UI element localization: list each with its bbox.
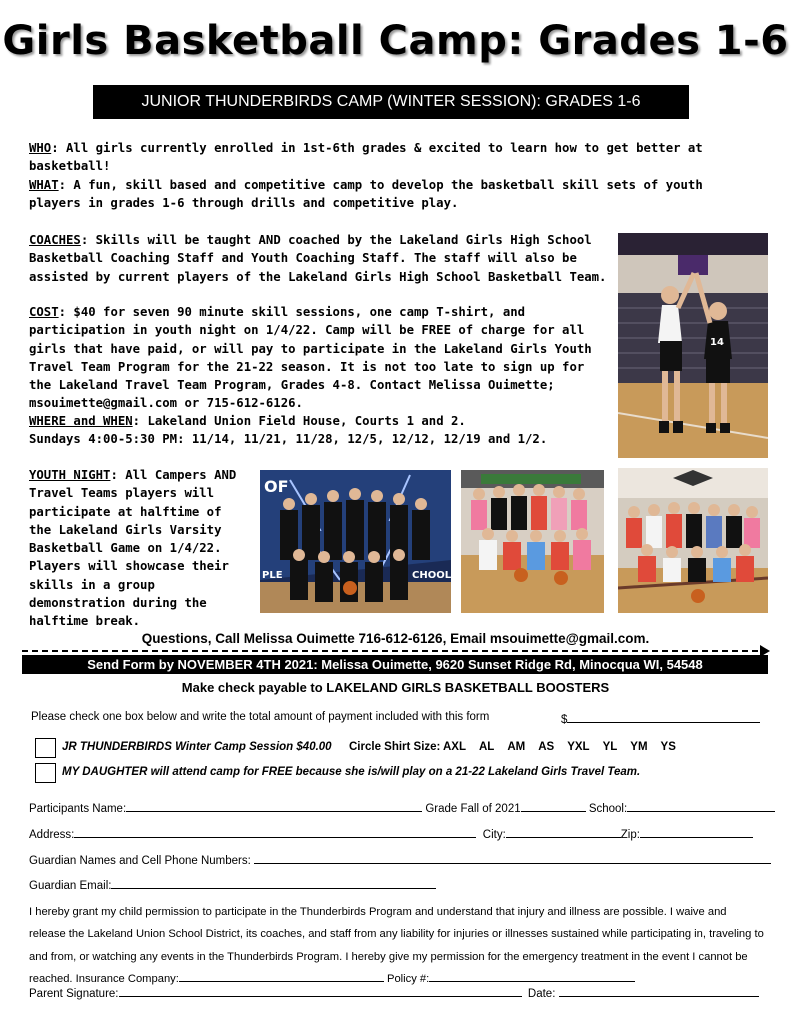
- address-label: Address:: [29, 829, 75, 841]
- insurance-company-field[interactable]: [179, 970, 384, 982]
- shirt-size-axl[interactable]: AXL: [443, 741, 466, 753]
- address-field[interactable]: [74, 826, 476, 838]
- coaches-section: [29, 231, 609, 286]
- dollar-sign: $: [561, 714, 568, 726]
- guardian-label: Guardian Names and Cell Phone Numbers:: [29, 855, 251, 867]
- signature-row: [29, 985, 759, 1000]
- photo-team-banner: [260, 470, 451, 613]
- cut-line: [22, 650, 768, 652]
- subtitle-banner: JUNIOR THUNDERBIRDS CAMP (WINTER SESSION): GRADES 1-6: [93, 85, 689, 119]
- page-title: Girls Basketball Camp: Grades 1-6: [2, 18, 789, 64]
- shirt-size-yxl[interactable]: YXL: [567, 741, 590, 753]
- email-label: Guardian Email:: [29, 880, 112, 892]
- school-label: School:: [588, 803, 628, 815]
- cost-label: COST: [29, 305, 59, 319]
- shirt-size-as[interactable]: AS: [538, 741, 555, 753]
- who-section: [29, 139, 769, 176]
- address-row: [29, 826, 753, 841]
- banner-text-1: OF: [264, 477, 289, 496]
- where-label: WHERE and WHEN: [29, 414, 133, 428]
- participant-name-field[interactable]: [126, 800, 422, 812]
- who-text: : All girls currently enrolled in 1st-6th grades & excited to learn how to get better at basketball!: [29, 141, 703, 174]
- guardian-row: [29, 852, 771, 867]
- shirt-size-label: Circle Shirt Size:: [349, 741, 441, 753]
- photo-high-five: [618, 233, 768, 458]
- signature-label: Parent Signature:: [29, 988, 119, 1000]
- guardian-email-field[interactable]: [111, 877, 436, 889]
- policy-number-field[interactable]: [429, 970, 635, 982]
- guardian-field[interactable]: [254, 852, 771, 864]
- waiver-text: [29, 901, 764, 991]
- date-field[interactable]: [559, 985, 759, 997]
- grade-field[interactable]: [521, 800, 586, 812]
- grade-label: Grade Fall of 2021: [425, 803, 521, 815]
- form-instruction: Please check one box below and write the total amount of payment included with this form: [31, 711, 490, 723]
- cost-text: : $40 for seven 90 minute skill sessions, one camp T-shirt, and participation in youth night on 1/4/22. Camp will be FREE of charge for all girls that have paid, or will pay to participate in the Lakeland Girls Youth Travel Team Program for the 21-22 season. It is not too late to sign up for the Lakeland Travel Team Program, Grades 4-8. Contact Melissa Ouimette; msouimette@gmail.com or 715-612-6126.: [29, 305, 592, 411]
- shirt-size-ym[interactable]: YM: [630, 741, 648, 753]
- school-field[interactable]: [627, 800, 775, 812]
- banner-text-3: CHOOL: [412, 570, 451, 581]
- parent-signature-field[interactable]: [119, 985, 522, 997]
- shirt-size-options: [443, 741, 676, 753]
- where-line2: Sundays 4:00-5:30 PM: 11/14, 11/21, 11/28, 12/5, 12/12, 12/19 and 1/2.: [29, 432, 548, 447]
- send-form-banner: Send Form by NOVEMBER 4TH 2021: Melissa Ouimette, 9620 Sunset Ridge Rd, Minocqua WI, 54548: [22, 655, 768, 674]
- photo-campers-kneeling: [618, 468, 768, 613]
- camp-session-checkbox[interactable]: [35, 738, 56, 758]
- camp-session-option: JR THUNDERBIRDS Winter Camp Session $40.00: [62, 741, 332, 753]
- what-label: WHAT: [29, 178, 59, 192]
- coaches-text: : Skills will be taught AND coached by the Lakeland Girls High School Basketball Coaching Staff and Youth Coaching Staff. The staff will also be assisted by current players of the Lakeland Girls High School Basketball Team.: [29, 233, 607, 284]
- zip-label: Zip:: [620, 829, 640, 841]
- email-row: [29, 877, 436, 892]
- city-label: City:: [482, 829, 506, 841]
- youth-label: YOUTH NIGHT: [29, 468, 111, 482]
- date-label: Date:: [527, 988, 556, 1000]
- payment-amount-field[interactable]: [561, 711, 760, 726]
- where-line1: : Lakeland Union Field House, Courts 1 and 2.: [132, 414, 466, 428]
- banner-text-2: PLE: [262, 570, 283, 581]
- what-section: [29, 176, 759, 213]
- policy-label: Policy #:: [386, 973, 430, 986]
- payable-line: Make check payable to LAKELAND GIRLS BASKETBALL BOOSTERS: [181, 680, 610, 695]
- participant-label: Participants Name:: [29, 803, 127, 815]
- shirt-size-al[interactable]: AL: [479, 741, 495, 753]
- cost-section: [29, 303, 613, 413]
- where-section: [29, 412, 619, 449]
- participant-row: [29, 800, 775, 815]
- who-label: WHO: [29, 141, 52, 155]
- shirt-size-yl[interactable]: YL: [602, 741, 618, 753]
- questions-line: Questions, Call Melissa Ouimette 716-612-6126, Email msouimette@gmail.com.: [141, 631, 650, 646]
- waiver-body: I hereby grant my child permission to participate in the Thunderbirds Program and understand that injury and illness are possible. I waive and release the Lakeland Union School District, its coaches, and staff from any liability for injuries or illnesses sustained while participating in, traveling to and from, or watching any events in the Thunderbirds Program. I hereby give my permission for the emergency treatment in the event I cannot be reached. Insurance Company:: [29, 906, 764, 986]
- youth-section: [29, 466, 251, 631]
- jersey-number: 14: [710, 337, 724, 348]
- payment-amount-line: [567, 711, 760, 723]
- zip-field[interactable]: [640, 826, 753, 838]
- city-field[interactable]: [506, 826, 621, 838]
- coaches-label: COACHES: [29, 233, 81, 247]
- photo-campers-group: [461, 470, 604, 613]
- what-text: : A fun, skill based and competitive camp to develop the basketball skill sets of youth players in grades 1-6 through drills and competitive play.: [29, 178, 703, 211]
- travel-team-checkbox[interactable]: [35, 763, 56, 783]
- youth-text: : All Campers AND Travel Teams players will participate at halftime of the Lakeland Girls Varsity Basketball Game on 1/4/22. Players will showcase their skills in a group demonstration during the halftime break.: [29, 468, 237, 629]
- shirt-size-ys[interactable]: YS: [660, 741, 676, 753]
- travel-team-option: MY DAUGHTER will attend camp for FREE because she is/will play on a 21-22 Lakeland Girls Travel Team.: [62, 766, 641, 778]
- shirt-size-am[interactable]: AM: [507, 741, 526, 753]
